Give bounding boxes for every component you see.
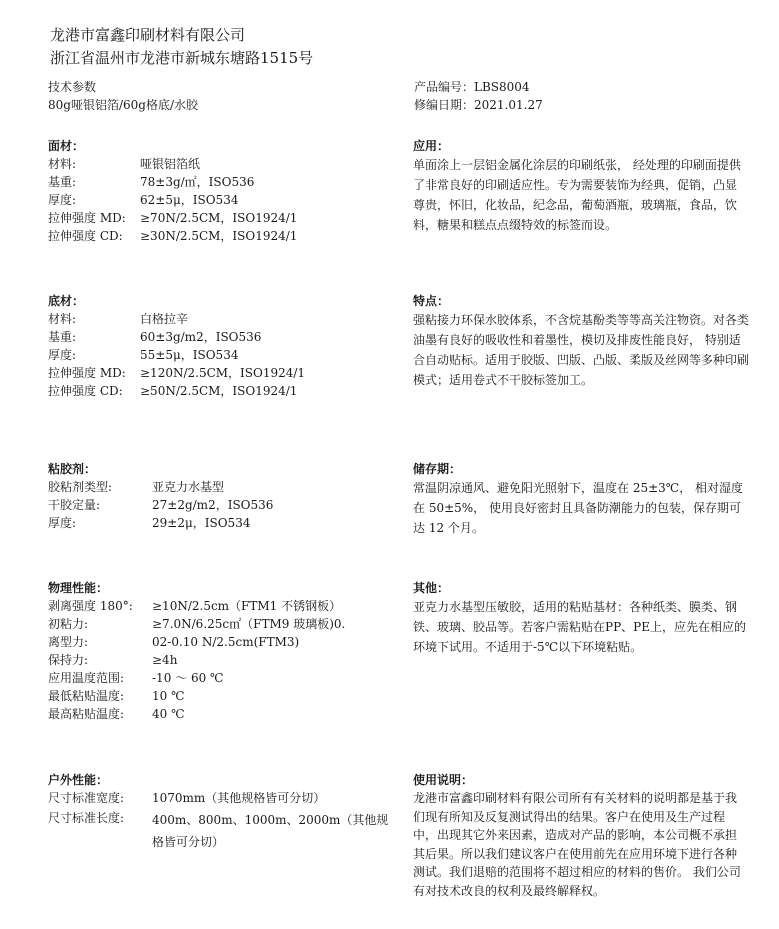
features-text: 强粘接力环保水胶体系，不含烷基酚类等等高关注物资。对各类油墨有良好的吸收性和着墨性，模切及排废性能良好， 特别适合自动贴标。适用于胶版、凹版、凸版、柔版及丝网等多种印刷模式；适用卷式不干胶标签加工。 — [413, 313, 750, 387]
application-text: 单面涂上一层铝金属化涂层的印刷纸张， 经处理的印刷面提供了非常良好的印刷适应性。专为需要装饰为经典，促销，凸显尊贵，怀旧，化妆品，纪念品，葡萄酒瓶，玻璃瓶，食品，饮料，糖果和糕点点缀特效的标签而设。 — [413, 158, 741, 232]
spec-row — [48, 669, 398, 687]
spec-row — [48, 478, 388, 496]
section-title: 物理性能： — [48, 581, 109, 595]
tech-params-label: 技术参数 — [48, 80, 97, 94]
company-name: 龙港市富鑫印刷材料有限公司 — [50, 26, 246, 44]
spec-value: 哑银铝箔纸 — [140, 157, 201, 171]
spec-row — [48, 809, 398, 853]
spec-line: 80g哑银铝箔/60g格底/水胶 — [48, 98, 198, 112]
spec-label: 拉伸强度 MD: — [48, 366, 126, 380]
face-material-section — [48, 137, 388, 245]
storage-section — [413, 460, 749, 538]
edit-date: 修编日期：2021.01.27 — [414, 98, 543, 112]
section-title: 使用说明： — [413, 773, 474, 787]
spec-label: 拉伸强度 MD: — [48, 211, 126, 225]
spec-value: 60±3g/m2，ISO536 — [140, 330, 262, 344]
spec-value: ≥70N/2.5CM，ISO1924/1 — [140, 211, 298, 225]
spec-label: 离型力: — [48, 635, 89, 649]
outdoor-section — [48, 771, 398, 853]
spec-value: 62±5μ，ISO534 — [140, 193, 239, 207]
section-title: 底材： — [48, 294, 85, 308]
spec-label: 材料: — [48, 312, 77, 326]
spec-label: 尺寸标准宽度: — [48, 791, 125, 805]
storage-text: 常温阴凉通风、避免阳光照射下，温度在 25±3℃， 相对湿度在 50±5%， 使用良好密封且具备防潮能力的包装，保存期可达 12 个月。 — [413, 481, 744, 535]
spec-label: 尺寸标准长度: — [48, 811, 125, 825]
spec-row — [48, 705, 398, 723]
spec-value: ≥10N/2.5cm（FTM1 不锈钢板） — [152, 599, 342, 613]
spec-label: 胶粘剂类型: — [48, 480, 113, 494]
spec-label: 保持力: — [48, 653, 89, 667]
spec-label: 材料: — [48, 157, 77, 171]
spec-label: 基重: — [48, 175, 77, 189]
spec-value: 10 ℃ — [152, 689, 185, 703]
section-title: 储存期： — [413, 462, 462, 476]
features-section — [413, 292, 749, 390]
spec-label: 拉伸强度 CD: — [48, 384, 123, 398]
spec-value: 27±2g/m2，ISO536 — [152, 498, 274, 512]
spec-row — [48, 173, 388, 191]
section-title: 其他： — [413, 581, 450, 595]
spec-value: 1070mm（其他规格皆可分切） — [152, 791, 326, 805]
spec-row — [48, 382, 388, 400]
spec-label: 应用温度范围: — [48, 671, 125, 685]
spec-value: 400m、800m、1000m、2000m（其他规格皆可分切） — [152, 813, 389, 849]
spec-row — [48, 615, 398, 633]
spec-row — [48, 651, 398, 669]
spec-value: ≥7.0N/6.25c㎡（FTM9 玻璃板)0. — [152, 617, 346, 631]
others-section — [413, 579, 749, 657]
spec-label: 厚度: — [48, 516, 77, 530]
section-title: 户外性能： — [48, 773, 109, 787]
spec-value: 40 ℃ — [152, 707, 185, 721]
application-section — [413, 137, 745, 235]
spec-label: 基重: — [48, 330, 77, 344]
usage-text: 龙港市富鑫印刷材料有限公司所有有关材料的说明都是基于我们现有所知及反复测试得出的结果。客户在使用及生产过程中，出现其它外来因素，造成对产品的影响，本公司概不承担其后果。所以我们建议客户在使用前先在应用环境下进行各种测试。我们退赔的范围将不超过相应的材料的售价。 我们公司有对技术改良的权利及最终解释权。 — [413, 791, 741, 898]
spec-row — [48, 496, 388, 514]
spec-row — [48, 597, 398, 615]
spec-value: 55±5μ，ISO534 — [140, 348, 239, 362]
spec-value: 02-0.10 N/2.5cm(FTM3) — [152, 635, 300, 649]
spec-label: 最低粘贴温度: — [48, 689, 125, 703]
section-title: 面材： — [48, 139, 85, 153]
usage-section — [413, 771, 747, 900]
company-address: 浙江省温州市龙港市新城东塘路1515号 — [50, 49, 314, 67]
spec-row — [48, 789, 398, 807]
spec-label: 剥离强度 180°: — [48, 599, 133, 613]
spec-value: 亚克力水基型 — [152, 480, 225, 494]
spec-row — [48, 209, 388, 227]
spec-value: 29±2μ，ISO534 — [152, 516, 251, 530]
spec-value: ≥4h — [152, 653, 178, 667]
spec-label: 初粘力: — [48, 617, 89, 631]
spec-value: 白格拉辛 — [140, 312, 189, 326]
spec-row — [48, 633, 398, 651]
spec-label: 干胶定量: — [48, 498, 101, 512]
spec-value: -10 ～ 60 ℃ — [152, 671, 224, 685]
spec-row — [48, 328, 388, 346]
spec-label: 厚度: — [48, 193, 77, 207]
section-title: 特点： — [413, 294, 450, 308]
spec-label: 拉伸强度 CD: — [48, 229, 123, 243]
spec-row — [48, 364, 388, 382]
spec-row — [48, 687, 398, 705]
spec-value: ≥30N/2.5CM，ISO1924/1 — [140, 229, 298, 243]
spec-value: ≥120N/2.5CM，ISO1924/1 — [140, 366, 306, 380]
others-text: 亚克力水基型压敏胶，适用的粘贴基材：各种纸类、膜类、钢铁、玻璃、胶品等。若客户需粘贴在PP、PE上，应先在相应的环境下试用。不适用于-5℃以下环境粘贴。 — [413, 600, 746, 654]
adhesive-section — [48, 460, 388, 532]
spec-row — [48, 346, 388, 364]
product-code: 产品编号：LBS8004 — [414, 80, 530, 94]
physical-section — [48, 579, 398, 723]
spec-label: 最高粘贴温度: — [48, 707, 125, 721]
spec-value: 78±3g/㎡，ISO536 — [140, 175, 255, 189]
spec-row — [48, 155, 388, 173]
spec-label: 厚度: — [48, 348, 77, 362]
spec-row — [48, 227, 388, 245]
spec-row — [48, 310, 388, 328]
spec-row — [48, 191, 388, 209]
spec-row — [48, 514, 388, 532]
section-title: 应用： — [413, 139, 450, 153]
section-title: 粘胶剂： — [48, 462, 97, 476]
base-material-section — [48, 292, 388, 400]
spec-value: ≥50N/2.5CM，ISO1924/1 — [140, 384, 298, 398]
